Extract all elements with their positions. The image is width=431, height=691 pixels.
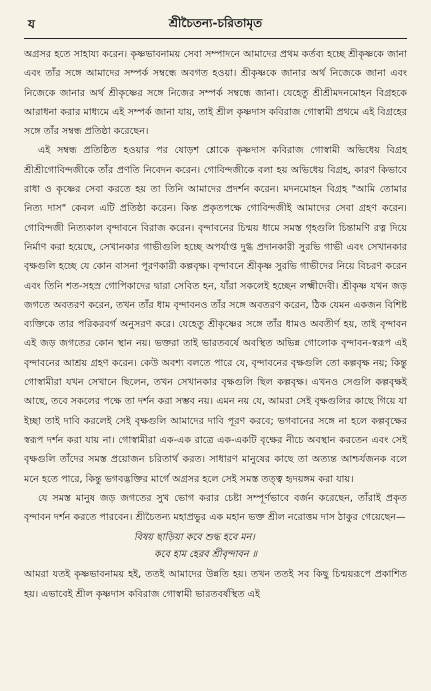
- verse-line-2: কবে হাম হেরব শ্রীবৃন্দাবন ॥: [154, 549, 258, 561]
- paragraph-4: আমরা যতই কৃষ্ণভাবনাময় হই, ততই আমাদের উন্নতি হয়। তখন ততই সব কিছু চিন্ময়রূপে প্রকাশিত হয়। এভাবেই শ্রীল কৃষ্ণদাস কবিরাজ গোস্বামী ভারতবর্ষস্থিত এই: [24, 569, 407, 600]
- paragraph-1: অগ্রসর হতে সাহায্য করেন। কৃষ্ণভাবনাময় সেবা সম্পাদনে আমাদের প্রথম কর্তব্য হচ্ছে শ্রীকৃষ্ণকে জানা এবং তাঁর সঙ্গে আমাদের সম্পর্ক সম্বন্ধে অবগত হওয়া। শ্রীকৃষ্ণকে জানার অর্থ নিজেকে জানা এবং নিজেকে জানার অর্থ শ্রীকৃষ্ণের সঙ্গে নিজের সম্পর্ক সম্বন্ধে জানা। যেহেতু শ্রীশ্রীমদনমোহন বিগ্রহকে আরাধনা করার মাধ্যমে এই সম্পর্ক জানা যায়, তাই শ্রীল কৃষ্ণদাস কবিরাজ গোস্বামী প্রথমে এই বিগ্রহের সঙ্গে তাঁর সম্বন্ধ প্রতিষ্ঠা করেছেন।: [24, 49, 407, 138]
- running-head: শ্রীচৈতন্য-চরিতামৃত: [168, 16, 263, 30]
- paragraph-2: এই সম্বন্ধ প্রতিষ্ঠিত হওয়ার পর ষোড়শ শ্লোকে কৃষ্ণদাস কবিরাজ গোস্বামী অভিধেয় বিগ্রহ শ্রীশ্রীগোবিন্দজীকে তাঁর প্রণতি নিবেদন করেন। গোবিন্দজীকে বলা হয় অভিধেয় বিগ্রহ, কারণ কিভাবে রাধা ও কৃষ্ণের সেবা করতে হয় তা তিনি আমাদের প্রদর্শন করেন। মদনমোহন বিগ্রহ "আমি তোমার নিত্য দাস" কেবল এটি প্রতিষ্ঠা করেন। কিন্ত প্রকৃতপক্ষে গোবিন্দজীই আমাদের সেবা গ্রহণ করেন। গোবিন্দজী নিত্যকাল বৃন্দাবনে বিরাজ করেন। বৃন্দাবনের চিন্ময় ধামে সমস্ত গৃহগুলি চিন্তামণি রত্ন দিয়ে নির্মাণ করা হয়েছে, সেখানকার গাভীগুলি হচ্ছে অপর্যাপ্ত দুগ্ধ প্রদানকারী সুরভি গাভী এবং সেখানকার বৃক্ষগুলি হচ্ছে যে কোন বাসনা পূরণকারী কল্পবৃক্ষ। বৃন্দাবনে শ্রীকৃষ্ণ সুরভি গাভীদের নিয়ে বিচরণ করেন এবং তিনি শত-সহস্র গোপিকাদের দ্বারা সেবিত হন, যাঁরা সকলেই হচ্ছেন লক্ষ্মীদেবী। শ্রীকৃষ্ণ যখন জড় জগতে অবতরণ করেন, তখন তাঁর ধাম বৃন্দাবনও তাঁর সঙ্গে অবতরণ করেন, ঠিক যেমন একজন বিশিষ্ট ব্যক্তিকে তার পরিকরবর্গ অনুসরণ করে। যেহেতু শ্রীকৃষ্ণের সঙ্গে তাঁর ধামও অবতীর্ণ হয়, তাই বৃন্দাবন এই জড় জগতের কোন স্থান নয়। ভক্তরা তাই ভারতবর্ষে অবস্থিত অভিন্ন গোলোক বৃন্দাবন-স্বরূপ এই বৃন্দাবনের আশ্রয় গ্রহণ করেন। কেউ অবশ্য বলতে পারে যে, বৃন্দাবনের বৃক্ষগুলি তো কল্পবৃক্ষ নয়; কিন্তু গোস্বামীরা যখন সেখানে ছিলেন, তখন সেখানকার বৃক্ষগুলি ছিল কল্পবৃক্ষ। এখনও সেগুলি কল্পবৃক্ষই আছে, তবে সকলের পক্ষে তা দর্শন করা সম্ভব নয়। এমন নয় যে, আমরা সেই বৃক্ষগুলির কাছে গিয়ে যা ইচ্ছা তাই দাবি করলেই সেই বৃক্ষগুলি আমাদের দাবি পূরণ করবে; ভগবানের সঙ্গে না হলে কল্পবৃক্ষের স্বরূপ দর্শন করা যায় না। গোস্বামীরা এক-এক রাত্রে এক-একটি বৃক্ষের নীচে অবস্থান করতেন এবং সেই বৃক্ষগুলি তাঁদের সমস্ত প্রয়োজন চরিতার্থ করত। সাধারণ মানুষের কাছে তা অত্যন্ত আশ্চর্যজনক বলে মনে হতে পারে, কিন্তু ভগবদ্ভক্তির মার্গে অগ্রসর হলে সেই সমস্ত তত্ত্ব হৃদয়ঙ্গম করা যায়।: [24, 145, 407, 485]
- header-rule: [24, 38, 407, 39]
- page-header: [24, 12, 407, 34]
- page-number: য: [28, 17, 35, 31]
- verse-line-1: বিষয় ছাড়িয়া কবে শুদ্ধ হবে মন।: [134, 532, 255, 544]
- verse-block: [24, 529, 407, 563]
- paragraph-3: যে সমস্ত মানুষ জড় জগতের সুখ ভোগ করার চেষ্টা সম্পূর্ণভাবে বর্জন করেছেন, তাঁরাই প্রকৃত বৃন্দাবন দর্শন করতে পারবেন। শ্রীচৈতন্য মহাপ্রভুর এক মহান ভক্ত শ্রীল নরোত্তম দাস ঠাকুর গেয়েছেন—: [24, 492, 407, 524]
